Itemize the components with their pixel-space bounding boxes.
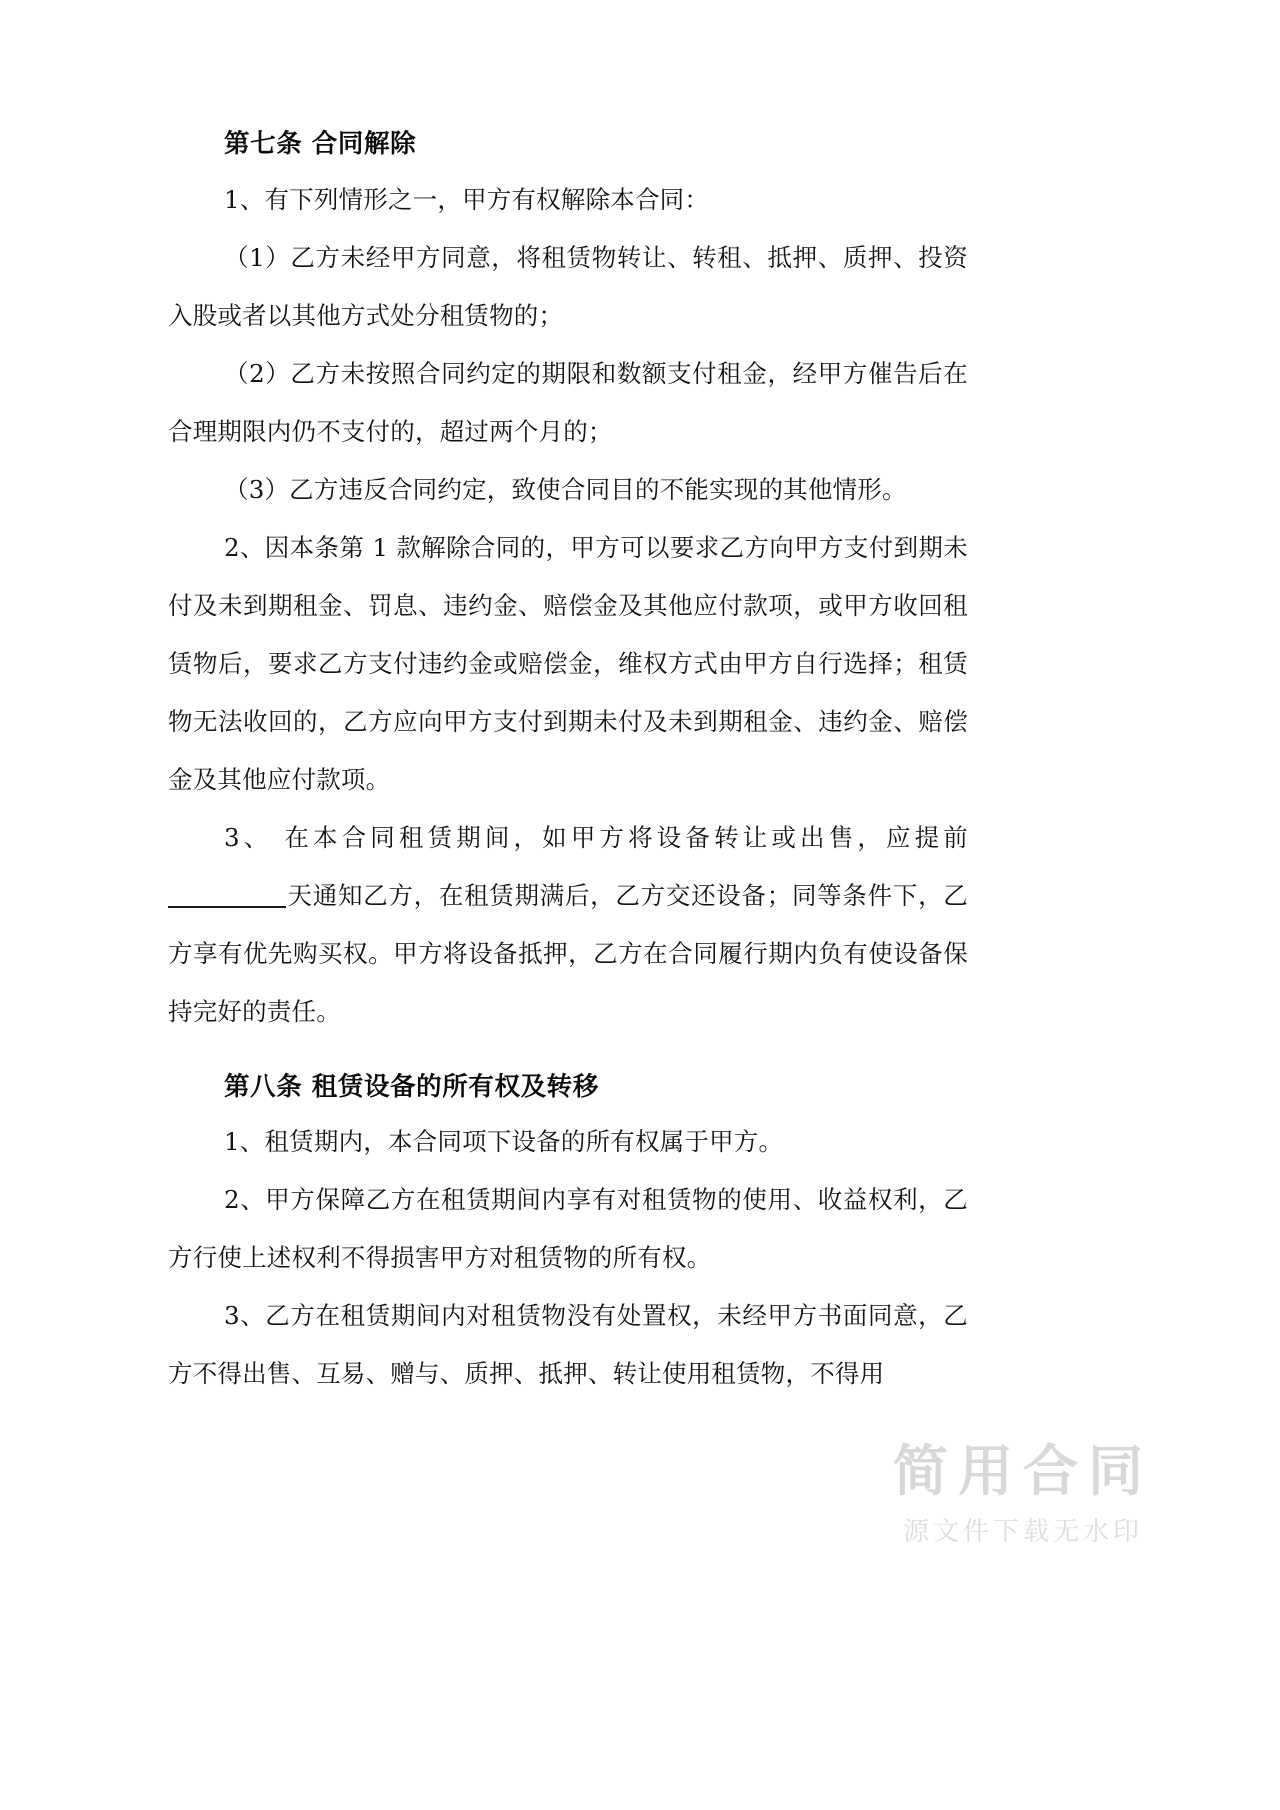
paragraph-7-1: 1、有下列情形之一，甲方有权解除本合同： xyxy=(224,184,710,214)
paragraph-7-3-text-before-blank: 3、 在本合同租赁期间，如甲方将设备转让或出售，应提前 xyxy=(224,822,968,852)
paragraph-7-3-text-after-blank: 天通知乙方，在租赁期满后，乙方交还设备；同等条件下，乙方享有优先购买权。甲方将设备抵押，乙方在合同履行期内负有使设备保持完好的责任。 xyxy=(168,880,968,1026)
paragraph-7-1-item-1: （1）乙方未经甲方同意，将租赁物转让、转租、抵押、质押、投资入股或者以其他方式处分租赁物的； xyxy=(168,242,968,330)
paragraph-7-1-item-2: （2）乙方未按照合同约定的期限和数额支付租金，经甲方催告后在合理期限内仍不支付的，超过两个月的； xyxy=(168,358,968,446)
watermark xyxy=(788,1439,1258,1548)
notice-days-blank-field[interactable] xyxy=(168,906,286,908)
paragraph-7-1-item-3: （3）乙方违反合同约定，致使合同目的不能实现的其他情形。 xyxy=(224,474,907,504)
watermark-main-text: 简用合同 xyxy=(892,1439,1153,1504)
document-body xyxy=(168,128,968,1403)
section-heading-article-eight: 第八条 租赁设备的所有权及转移 xyxy=(224,1071,599,1102)
watermark-sub-text: 源文件下载无水印 xyxy=(902,1517,1143,1547)
section-heading-article-seven: 第七条 合同解除 xyxy=(224,129,417,159)
paragraph-8-1: 1、租赁期内，本合同项下设备的所有权属于甲方。 xyxy=(224,1127,784,1157)
paragraph-7-3 xyxy=(168,809,968,1041)
paragraph-8-2: 2、甲方保障乙方在租赁期间内享有对租赁物的使用、收益权利，乙方行使上述权利不得损害甲方对租赁物的所有权。 xyxy=(168,1185,968,1273)
paragraph-8-3: 3、乙方在租赁期间内对租赁物没有处置权，未经甲方书面同意，乙方不得出售、互易、赠与、质押、抵押、转让使用租赁物，不得用 xyxy=(168,1301,968,1389)
paragraph-7-2: 2、因本条第 1 款解除合同的，甲方可以要求乙方向甲方支付到期未付及未到期租金、罚息、违约金、赔偿金及其他应付款项，或甲方收回租赁物后，要求乙方支付违约金或赔偿金，维权方式由甲方自行选择；租赁物无法收回的，乙方应向甲方支付到期未付及未到期租金、违约金、赔偿金及其他应付款项。 xyxy=(168,532,968,794)
